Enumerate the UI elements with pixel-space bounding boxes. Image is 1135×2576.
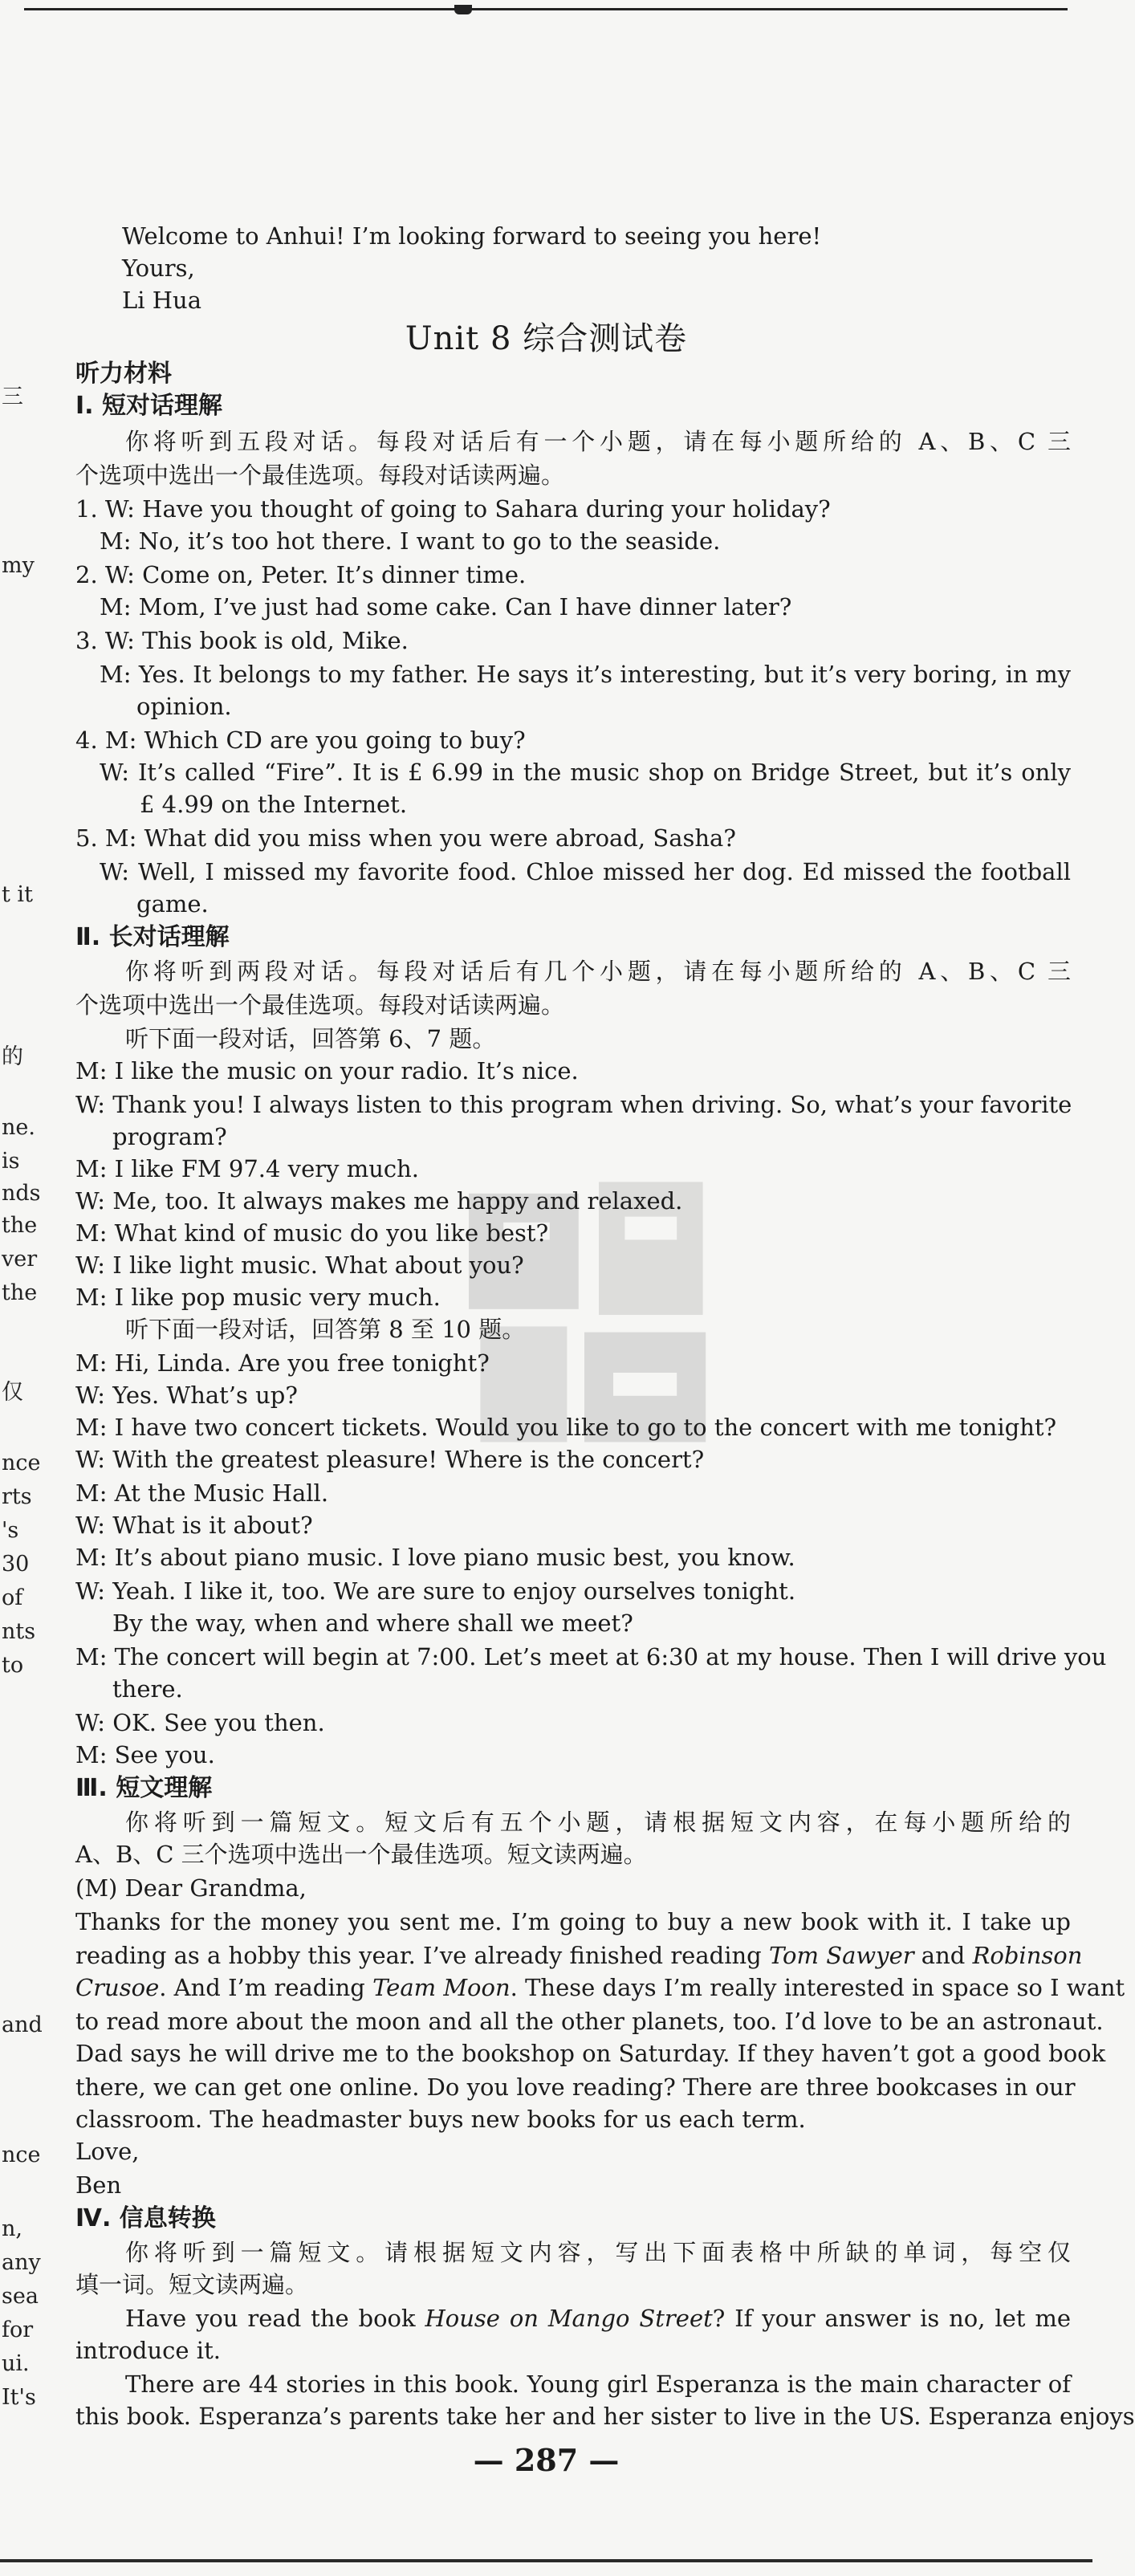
book-title: House on Mango Street [425,2305,713,2332]
part3-instruction: A、B、C 三个选项中选出一个最佳选项。短文读两遍。 [75,1841,647,1868]
margin-fragment: rts [2,1484,32,1509]
part4-instruction: 填一词。短文读两遍。 [75,2271,309,2298]
passage-line: There are 44 stories in this book. Young girl Esperanza is the main character of [125,2370,1071,2398]
margin-fragment: n, [2,2216,22,2241]
page-title: Unit 8 综合测试卷 [405,320,688,357]
dialogue-line: M: I like pop music very much. [75,1284,441,1311]
margin-fragment: the [2,1280,38,1305]
page-number: — 287 — [473,2442,620,2478]
margin-fragment: 30 [2,1552,30,1577]
dialogue-line: M: Hi, Linda. Are you free tonight? [75,1349,490,1377]
letter-salutation: (M) Dear Grandma, [75,1874,307,1902]
letter-signature: Ben [75,2171,122,2199]
top-binding-edge [0,0,1092,13]
dialogue-line: M: No, it’s too hot there. I want to go to the seaside. [100,527,721,555]
letter-signature: Li Hua [122,287,202,314]
margin-fragment: 's [2,1518,19,1543]
margin-fragment: 三 [2,385,23,409]
margin-fragment: the [2,1213,38,1238]
bottom-rule [0,2559,1092,2562]
passage-line: Have you read the book House on Mango Street? If your answer is no, let me [125,2305,1071,2332]
margin-fragment: 仅 [2,1380,23,1405]
dialogue-line: M: I like the music on your radio. It’s nice. [75,1057,579,1085]
part2-instruction: 个选项中选出一个最佳选项。每段对话读两遍。 [75,991,565,1019]
margin-fragment: nce [2,1451,41,1475]
dialogue-line: W: It’s called “Fire”. It is £ 6.99 in the music shop on Bridge Street, but it’s only [100,759,1071,786]
sub-instruction: 听下面一段对话，回答第 8 至 10 题。 [125,1316,526,1343]
dialogue-line: £ 4.99 on the Internet. [140,791,408,818]
sub-instruction: 听下面一段对话，回答第 6、7 题。 [125,1025,496,1052]
part2-heading: Ⅱ. 长对话理解 [75,923,230,951]
margin-fragment: for [2,2318,34,2342]
part1-heading: Ⅰ. 短对话理解 [75,392,223,420]
letter-signoff: Yours, [122,254,195,282]
book-title: Tom Sawyer [768,1942,914,1969]
dialogue-line: there. [112,1675,183,1703]
margin-fragment: It's [2,2385,36,2410]
part4-instruction: 你将听到一篇短文。请根据短文内容，写出下面表格中所缺的单词，每空仅 [125,2239,1071,2266]
dialogue-line: 4. M: Which CD are you going to buy? [75,726,526,754]
passage-line: Thanks for the money you sent me. I’m going to buy a new book with it. I take up [75,1908,1071,1935]
dialogue-line: W: Yes. What’s up? [75,1382,298,1409]
dialogue-line: M: What kind of music do you like best? [75,1219,549,1247]
margin-fragment: sea [2,2284,39,2309]
part2-instruction: 你将听到两段对话。每段对话后有几个小题，请在每小题所给的 A、B、C 三 [125,958,1071,985]
dialogue-line: M: At the Music Hall. [75,1479,329,1507]
letter-closing: Love, [75,2138,140,2165]
margin-fragment: ver [2,1247,38,1272]
part1-instruction: 你将听到五段对话。每段对话后有一个小题，请在每小题所给的 A、B、C 三 [125,428,1071,455]
dialogue-line: M: Yes. It belongs to my father. He says it’s interesting, but it’s very boring, in my [100,661,1071,688]
passage-line: introduce it. [75,2337,221,2364]
passage-line: this book. Esperanza’s parents take her and her sister to live in the US. Esperanza enjoys [75,2403,1135,2430]
section-label: 听力材料 [75,360,172,388]
margin-fragment: any [2,2250,41,2275]
book-title: Robinson [972,1942,1083,1969]
dialogue-line: M: I have two concert tickets. Would you like to go to the concert with me tonight? [75,1414,1057,1441]
dialogue-line: W: I like light music. What about you? [75,1251,524,1279]
letter-closing-line: Welcome to Anhui! I’m looking forward to seeing you here! [122,222,822,250]
dialogue-line: 3. W: This book is old, Mike. [75,627,409,654]
dialogue-line: M: I like FM 97.4 very much. [75,1155,420,1182]
passage-line: reading as a hobby this year. I’ve already finished reading Tom Sawyer and Robinson [75,1942,1083,1969]
dialogue-line: W: Well, I missed my favorite food. Chloe missed her dog. Ed missed the football [100,858,1071,885]
book-title: Team Moon [372,1974,511,2001]
book-title: Crusoe [75,1974,160,2001]
margin-fragment: 的 [2,1044,23,1069]
dialogue-line: 5. M: What did you miss when you were abroad, Sasha? [75,824,736,852]
part3-heading: Ⅲ. 短文理解 [75,1774,213,1802]
passage-line: there, we can get one online. Do you love reading? There are three bookcases in our [75,2073,1076,2101]
dialogue-line: 2. W: Come on, Peter. It’s dinner time. [75,561,527,588]
dialogue-line: M: It’s about piano music. I love piano music best, you know. [75,1544,795,1571]
dialogue-line: M: The concert will begin at 7:00. Let’s meet at 6:30 at my house. Then I will drive you [75,1643,1107,1671]
margin-fragment: nce [2,2143,41,2167]
margin-fragment: is [2,1149,20,1174]
margin-fragment: t it [2,882,33,907]
margin-fragment: nts [2,1619,36,1644]
dialogue-line: W: What is it about? [75,1512,313,1539]
part3-instruction: 你将听到一篇短文。短文后有五个小题，请根据短文内容，在每小题所给的 [125,1809,1071,1836]
margin-fragment: nds [2,1181,41,1206]
margin-fragment: ui. [2,2351,30,2376]
part1-instruction: 个选项中选出一个最佳选项。每段对话读两遍。 [75,462,565,489]
dialogue-line: 1. W: Have you thought of going to Sahara during your holiday? [75,495,831,523]
margin-fragment: of [2,1585,23,1610]
dialogue-line: M: See you. [75,1741,215,1768]
dialogue-line: By the way, when and where shall we meet? [112,1609,633,1637]
margin-fragment: and [2,2012,43,2037]
passage-line: Crusoe. And I’m reading Team Moon. These days I’m really interested in space so I want [75,1974,1125,2001]
dialogue-line: M: Mom, I’ve just had some cake. Can I have dinner later? [100,593,792,621]
previous-page-margin [0,0,43,2576]
passage-line: classroom. The headmaster buys new books for us each term. [75,2106,806,2133]
dialogue-line: W: Thank you! I always listen to this program when driving. So, what’s your favorite [75,1091,1072,1118]
passage-line: to read more about the moon and all the other planets, too. I’d love to be an astronaut. [75,2008,1104,2035]
dialogue-line: W: Yeah. I like it, too. We are sure to enjoy ourselves tonight. [75,1577,796,1605]
dialogue-line: W: OK. See you then. [75,1709,325,1736]
margin-fragment: to [2,1653,24,1678]
margin-fragment: my [2,553,35,578]
dialogue-line: W: Me, too. It always makes me happy and relaxed. [75,1187,683,1215]
part4-heading: Ⅳ. 信息转换 [75,2204,216,2232]
top-rule [24,8,1068,10]
dialogue-line: program? [112,1123,227,1150]
top-notch-mark [454,5,472,14]
dialogue-line: W: With the greatest pleasure! Where is the concert? [75,1446,705,1473]
dialogue-line: opinion. [136,693,232,720]
margin-fragment: ne. [2,1115,35,1140]
dialogue-line: game. [136,890,209,918]
passage-line: Dad says he will drive me to the bookshop on Saturday. If they haven’t got a good book [75,2040,1106,2067]
